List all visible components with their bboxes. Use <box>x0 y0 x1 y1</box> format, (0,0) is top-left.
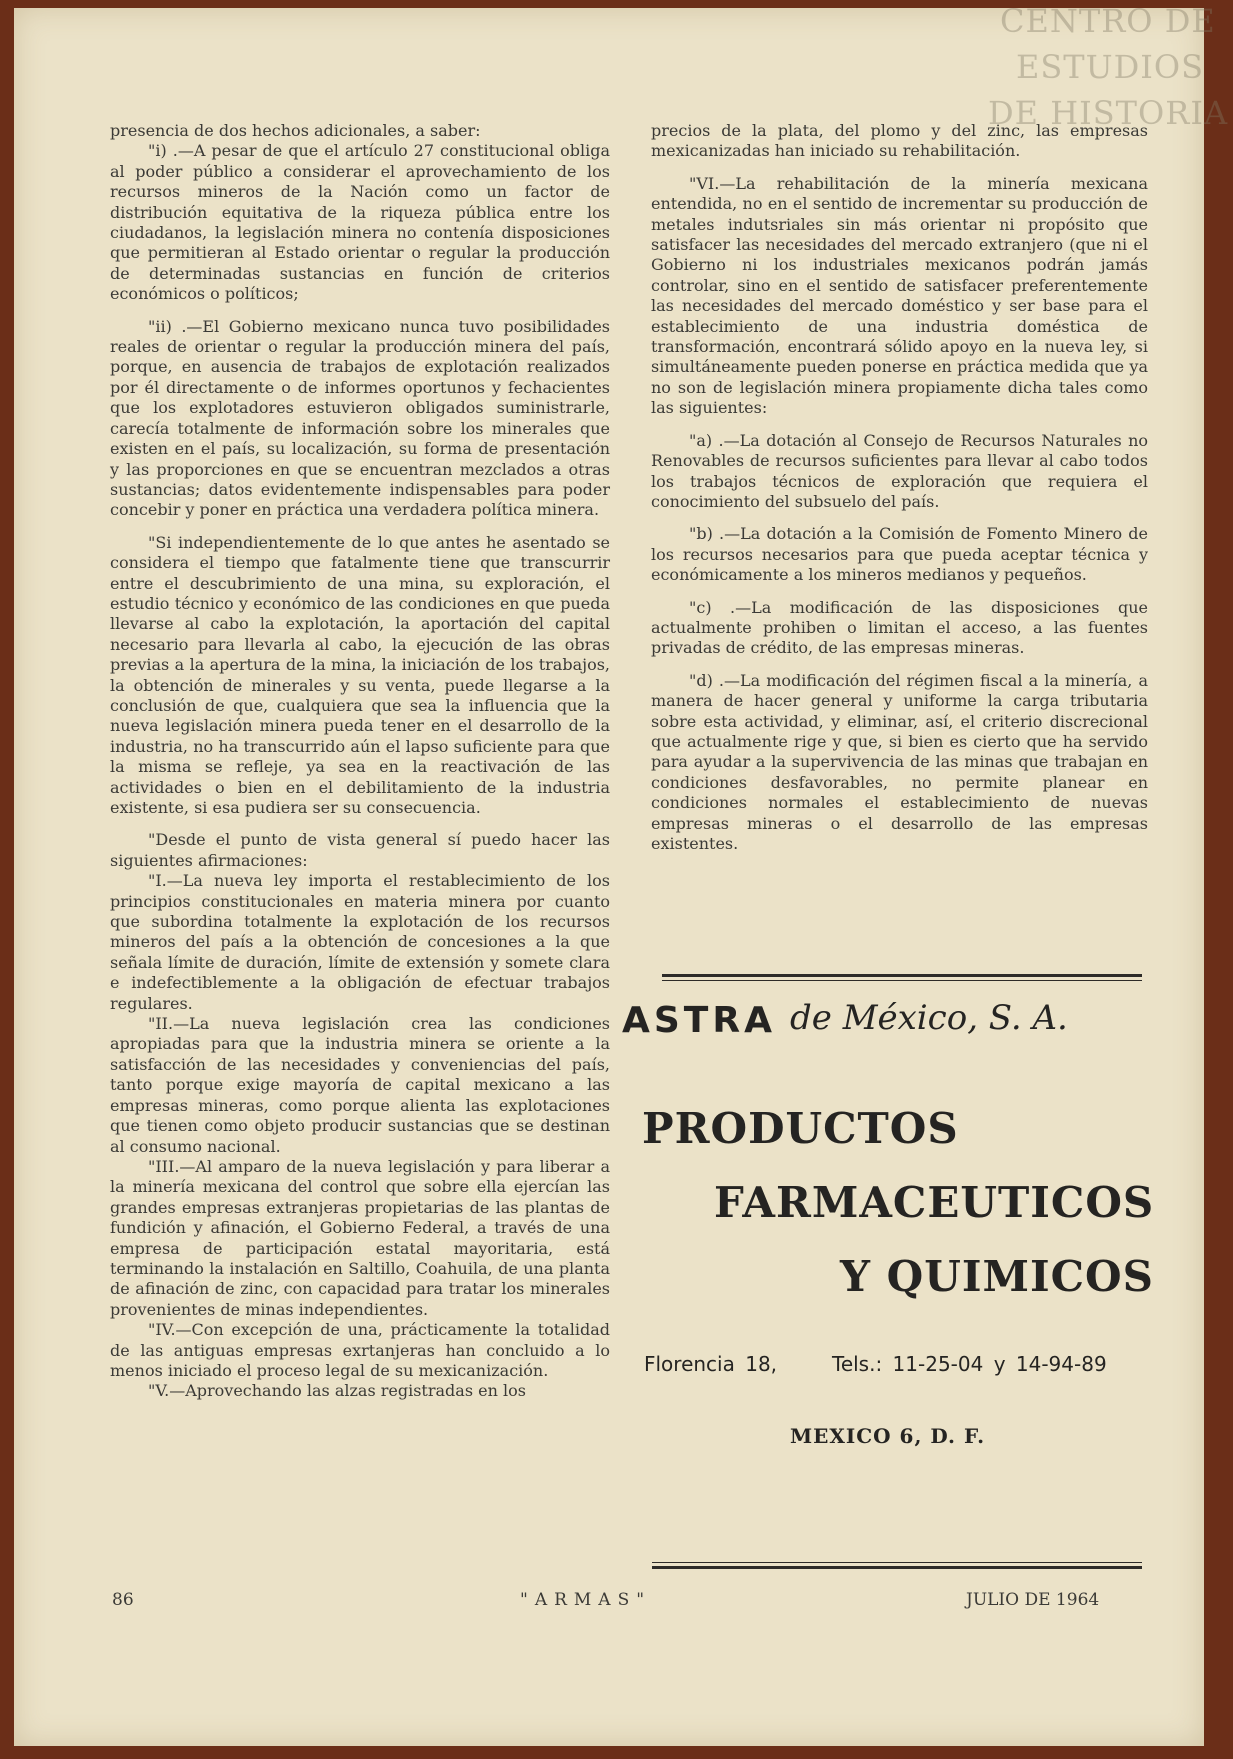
paragraph: "d) .—La modificación del régimen fiscal a la minería, a manera de hacer general y uniforme la carga tributaria sobre esta actividad, y eliminar, así, el criterio discrecional que actualmente rige y que, si bien es cierto que ha servido para ayudar a la supervivencia de las minas que trabajan en condiciones desfavorables, no permite planear en condiciones normales el establecimiento de nuevas empresas mineras o el desarrollo de las empresas existentes. <box>651 670 1148 853</box>
paragraph: "b) .—La dotación a la Comisión de Fomento Minero de los recursos necesarios para que pueda aceptar técnica y económicamente a los mineros medianos y pequeños. <box>651 524 1148 585</box>
ad-headline-line: Y QUIMICOS <box>840 1252 1154 1301</box>
paragraph: presencia de dos hechos adicionales, a saber: <box>110 121 481 140</box>
paragraph: "I.—La nueva ley importa el restablecimiento de los principios constitucionales en materia minera por cuanto que subordina totalmente la explotación de los recursos mineros del país a la obtención de concesiones a la que señala límite de duración, límite de extensión y somete clara e indefectiblemente a la obligación de efectuar trabajos regulares. <box>110 871 610 1013</box>
watermark-line: ESTUDIOS <box>1016 48 1205 86</box>
paragraph: "Desde el punto de vista general sí puedo hacer las siguientes afirmaciones: <box>110 830 610 870</box>
ad-headline-line: FARMACEUTICOS <box>714 1178 1155 1227</box>
ad-top-rule-thin <box>662 980 1142 981</box>
ad-top-rule <box>662 974 1142 977</box>
ad-brand-script: de México, S. A. <box>790 998 1068 1038</box>
ad-phones: Tels.: 11-25-04 y 14-94-89 <box>832 1352 1107 1376</box>
paragraph: "Si independientemente de lo que antes he asentado se considera el tiempo que fatalmente tiene que transcurrir entre el descubrimiento de una mina, su exploración, el estudio técnico y económico de las condiciones en que pueda llevarse al cabo la explotación, la aportación del capital necesario para llevarla al cabo, la ejecución de las obras previas a la apertura de la mina, la iniciación de los trabajos, la obtención de minerales y su venta, puede llegarse a la conclusión de que, cualquiera que sea la influencia que la nueva legislación minera pueda tener en el desarrollo de la industria, no ha transcurrido aún el lapso suficiente para que la misma se refleje, ya sea en la reactivación de las actividades o bien en el debilitamiento de la industria existente, si esa pudiera ser su consecuencia. <box>110 532 610 817</box>
journal-name: "ARMAS" <box>520 1590 652 1610</box>
paragraph: "c) .—La modificación de las disposiciones que actualmente prohiben o limitan el acceso, a las fuentes privadas de crédito, de las empresas mineras. <box>651 597 1148 658</box>
watermark-line: DE HISTORIA <box>988 94 1229 132</box>
paragraph: "VI.—La rehabilitación de la minería mexicana entendida, no en el sentido de incrementar su producción de metales indutsriales sin más orientar ni propósito que satisfacer las necesidades del mercado extranjero (que ni el Gobierno ni los industriales mexicanos podrán jamás controlar, sino en el sentido de satisfacer preferentemente las necesidades del mercado doméstico y ser base para el establecimiento de una industria doméstica de transformación, encontrará sólido apoyo en la nueva ley, si simultáneamente pueden ponerse en práctica medida que ya no son de legislación minera propiamente dicha tales como las siguientes: <box>651 173 1148 418</box>
ad-city: MEXICO 6, D. F. <box>790 1424 986 1448</box>
paragraph: "a) .—La dotación al Consejo de Recursos Naturales no Renovables de recursos suficientes para llevar al cabo todos los trabajos técnicos de exploración que requiera el conocimiento del subsuelo del país. <box>651 430 1148 511</box>
paragraph: "ii) .—El Gobierno mexicano nunca tuvo posibilidades reales de orientar o regular la producción minera del país, porque, en ausencia de trabajos de explotación realizados por él directamente o de informes oportunos y fechacientes que los explotadores estuvieron obligados suministrarle, carecía totalmente de información sobre los minerales que existen en el país, su localización, su forma de presentación y las proporciones en que se encuentran mezclados a otras sustancias; datos evidentemente indispensables para poder concebir y poner en práctica una verdadera política minera. <box>110 316 610 520</box>
page-number: 86 <box>112 1590 134 1610</box>
ad-bottom-rule-thin <box>652 1562 1142 1563</box>
watermark-line: CENTRO DE <box>1000 2 1216 40</box>
paragraph: "II.—La nueva legislación crea las condiciones apropiadas para que la industria minera se oriente a la satisfacción de las necesidades y conveniencias del país, tanto porque exige mayoría de capital mexicano a las empresas mineras, como porque alienta las explotaciones que tienen como objeto producir sustancias que se destinan al consumo nacional. <box>110 1014 610 1156</box>
ad-bottom-rule <box>652 1566 1142 1569</box>
ad-headline-line: PRODUCTOS <box>642 1104 959 1153</box>
paragraph: "III.—Al amparo de la nueva legislación y para liberar a la minería mexicana del control que sobre ella ejercían las grandes empresas extranjeras propietarias de las plantas de fundición y afinación, el Gobierno Federal, a través de una empresa de participación estatal mayoritaria, está terminando la instalación en Saltillo, Coahuila, de una planta de afinación de zinc, con capacidad para tratar los minerales provenientes de minas independientes. <box>110 1156 610 1319</box>
right-column <box>651 121 1148 854</box>
ad-address: Florencia 18, <box>644 1352 778 1376</box>
issue-date: JULIO DE 1964 <box>966 1590 1100 1610</box>
ad-brand: ASTRA <box>622 1000 776 1041</box>
paragraph: "IV.—Con excepción de una, prácticamente la totalidad de las antiguas empresas exrtanjeras han concluido a lo menos iniciado el proceso legal de su mexicanización. <box>110 1320 610 1380</box>
left-column <box>110 121 610 1402</box>
paragraph: precios de la plata, del plomo y del zinc, las empresas mexicanizadas han iniciado su rehabilitación. <box>651 121 1148 161</box>
paragraph: "i) .—A pesar de que el artículo 27 constitucional obliga al poder público a considerar el aprovechamiento de los recursos mineros de la Nación como un factor de distribución equitativa de la riqueza pública entre los ciudadanos, la legislación minera no contenía disposiciones que permitieran al Estado orientar o regular la producción de determinadas sustancias en función de criterios económicos o políticos; <box>110 141 610 304</box>
paragraph: "V.—Aprovechando las alzas registradas en los <box>148 1381 526 1401</box>
